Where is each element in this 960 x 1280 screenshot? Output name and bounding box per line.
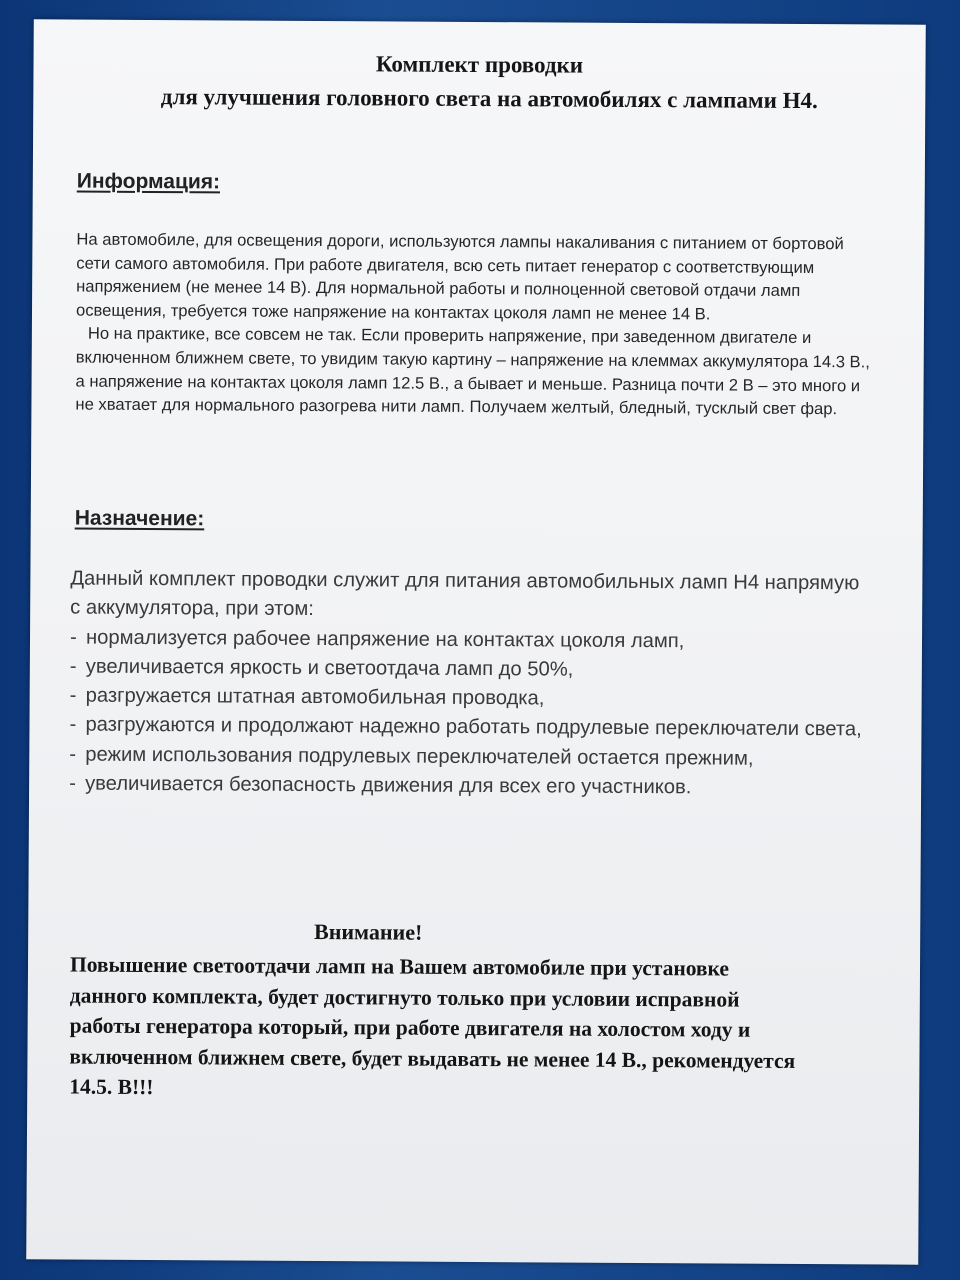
info-body (75, 228, 876, 422)
document-subtitle: для улучшения головного света на автомобилях с лампами Н4. (160, 84, 818, 114)
purpose-heading: Назначение: (74, 506, 205, 531)
purpose-intro: Данный комплект проводки служит для питания автомобильных ламп Н4 напрямую с аккумулятора, при этом: (70, 567, 860, 621)
info-paragraph-2: Но на практике, все совсем не так. Если проверить напряжение, при заведенном двигателе и включенном ближнем свете, то увидим такую картину – напряжение на клеммах аккумулятора 14.3 В., а напряжение на контактах цоколя ламп 12.5 В., а бывает и меньше. Разница почти 2 В – это много и не хватает для нормального разогрева нити ламп. Получаем желтый, бледный, тусклый свет фар. (75, 323, 870, 419)
list-item: - нормализуется рабочее напряжение на контактах цоколя ламп, (69, 626, 685, 652)
info-heading: Информация: (76, 169, 221, 194)
list-item: - разгружается штатная автомобильная проводка, (69, 684, 545, 710)
warning-title: Внимание! (313, 919, 423, 945)
info-paragraph-1: На автомобиле, для освещения дороги, используются лампы накаливания с питанием от бортовой сети самого автомобиля. При работе двигателя, всю сеть питает генератор с соответствующим напряжением (не менее 14 В). Для нормальной работы и полноценной световой отдачи ламп освещения, требуется тоже напряжение на контактах цоколя ламп не менее 14 В. (75, 229, 844, 324)
list-item: - увеличивается безопасность движения для всех его участников. (69, 772, 692, 799)
paper-sheet (26, 19, 926, 1264)
warning-text: Повышение светоотдачи ламп на Вашем автомобиле при установке данного комплекта, будет достигнуто только при условии исправной работы генератора который, при работе двигателя на холостом ходу и включенном ближнем свете, будет выдавать не менее 14 В., рекомендуется 14.5. В!!! (69, 952, 796, 1100)
document-title: Комплект проводки (375, 51, 584, 78)
list-item: - разгружаются и продолжают надежно работать подрулевые переключатели света, (69, 714, 862, 741)
list-item: - увеличивается яркость и светоотдача ламп до 50%, (69, 655, 574, 681)
purpose-body (69, 565, 870, 804)
list-item: - режим использования подрулевых переключателей остается прежним, (69, 743, 754, 770)
